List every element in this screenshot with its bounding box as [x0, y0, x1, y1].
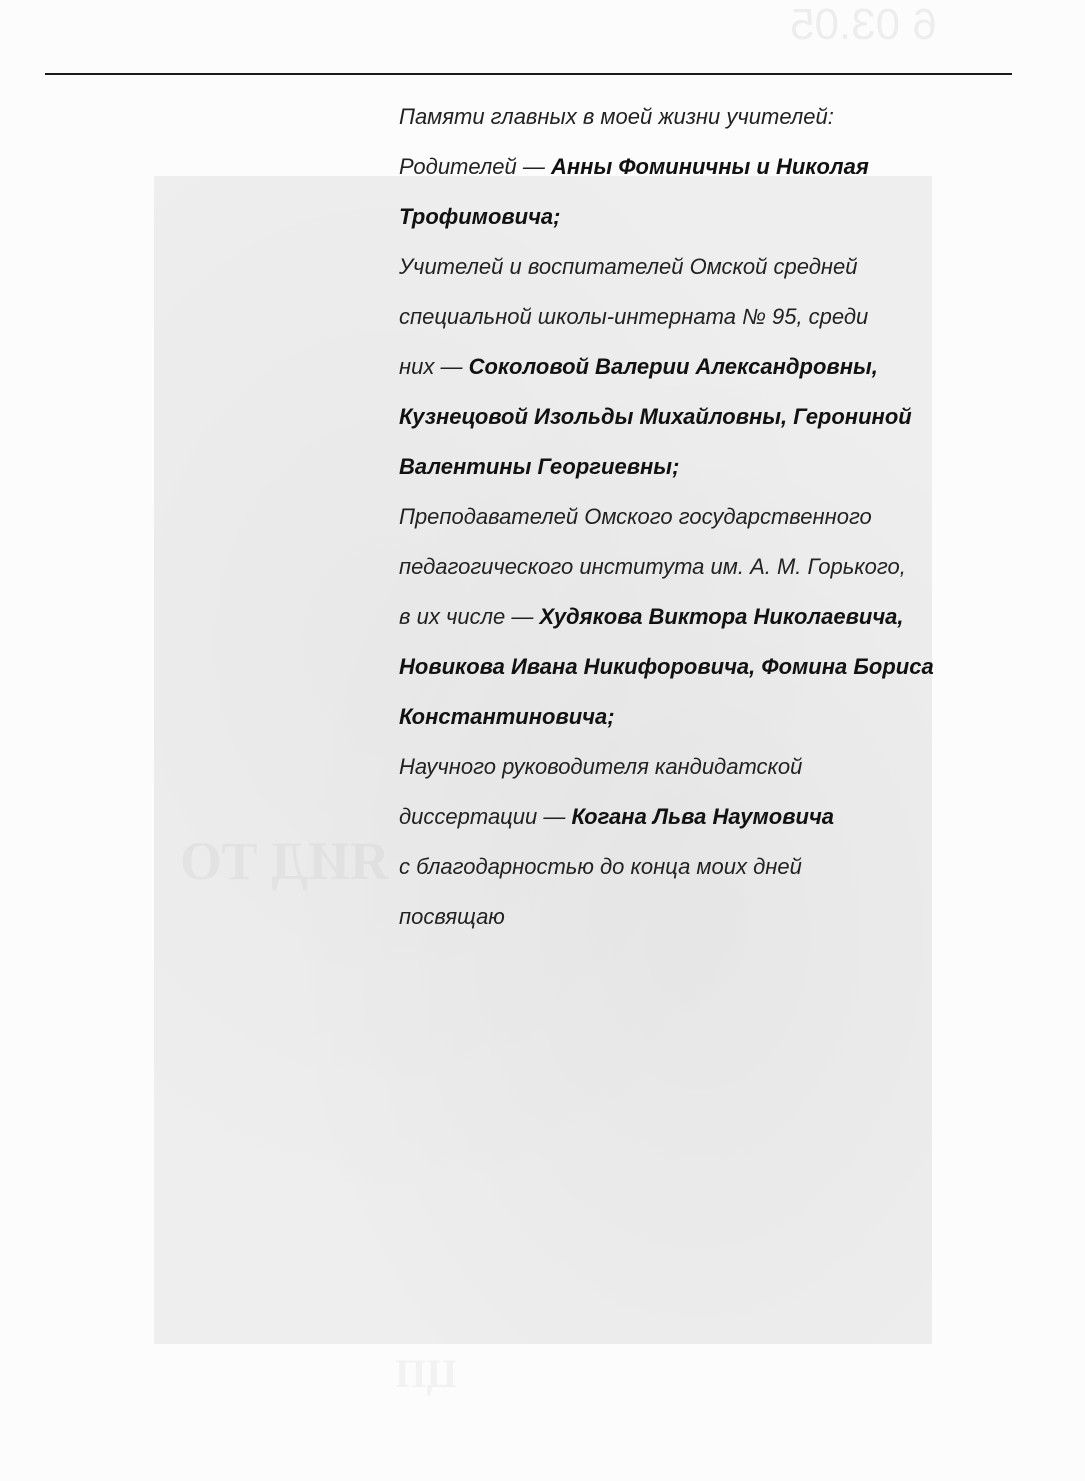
dedication-line: Научного руководителя кандидатской	[399, 754, 803, 779]
dedication-line: с благодарностью до конца моих дней	[399, 854, 802, 879]
dedication-block	[399, 98, 1039, 948]
dedication-line: Преподавателей Омского государственного	[399, 504, 872, 529]
dedication-line: Новикова Ивана Никифоровича, Фомина Бориса	[399, 654, 934, 679]
dedication-line: педагогического института им. А. М. Горького,	[399, 554, 906, 579]
dedication-line: Памяти главных в моей жизни учителей:	[399, 104, 834, 129]
mirrored-top-watermark: 6 03.05	[790, 0, 937, 49]
dedication-line: Кузнецовой Изольды Михайловны, Герониной	[399, 404, 912, 429]
dedication-line: диссертации — Когана Льва Наумовича	[399, 804, 835, 829]
header-rule	[45, 73, 1012, 75]
dedication-line: Родителей — Анны Фоминичны и Николая	[399, 154, 869, 179]
mirrored-bottom-text	[395, 1350, 457, 1397]
dedication-line: них — Соколовой Валерии Александровны,	[399, 354, 878, 379]
dedication-line: Учителей и воспитателей Омской средней	[399, 254, 858, 279]
dedication-line: Константиновича;	[399, 704, 615, 729]
mirrored-middle-text	[180, 830, 389, 892]
dedication-line: Трофимовича;	[399, 204, 561, 229]
dedication-line: посвящаю	[399, 904, 505, 929]
dedication-line: Валентины Георгиевны;	[399, 454, 680, 479]
dedication-line: в их числе — Худякова Виктора Николаевича,	[399, 604, 904, 629]
dedication-line: специальной школы-интерната № 95, среди	[399, 304, 869, 329]
